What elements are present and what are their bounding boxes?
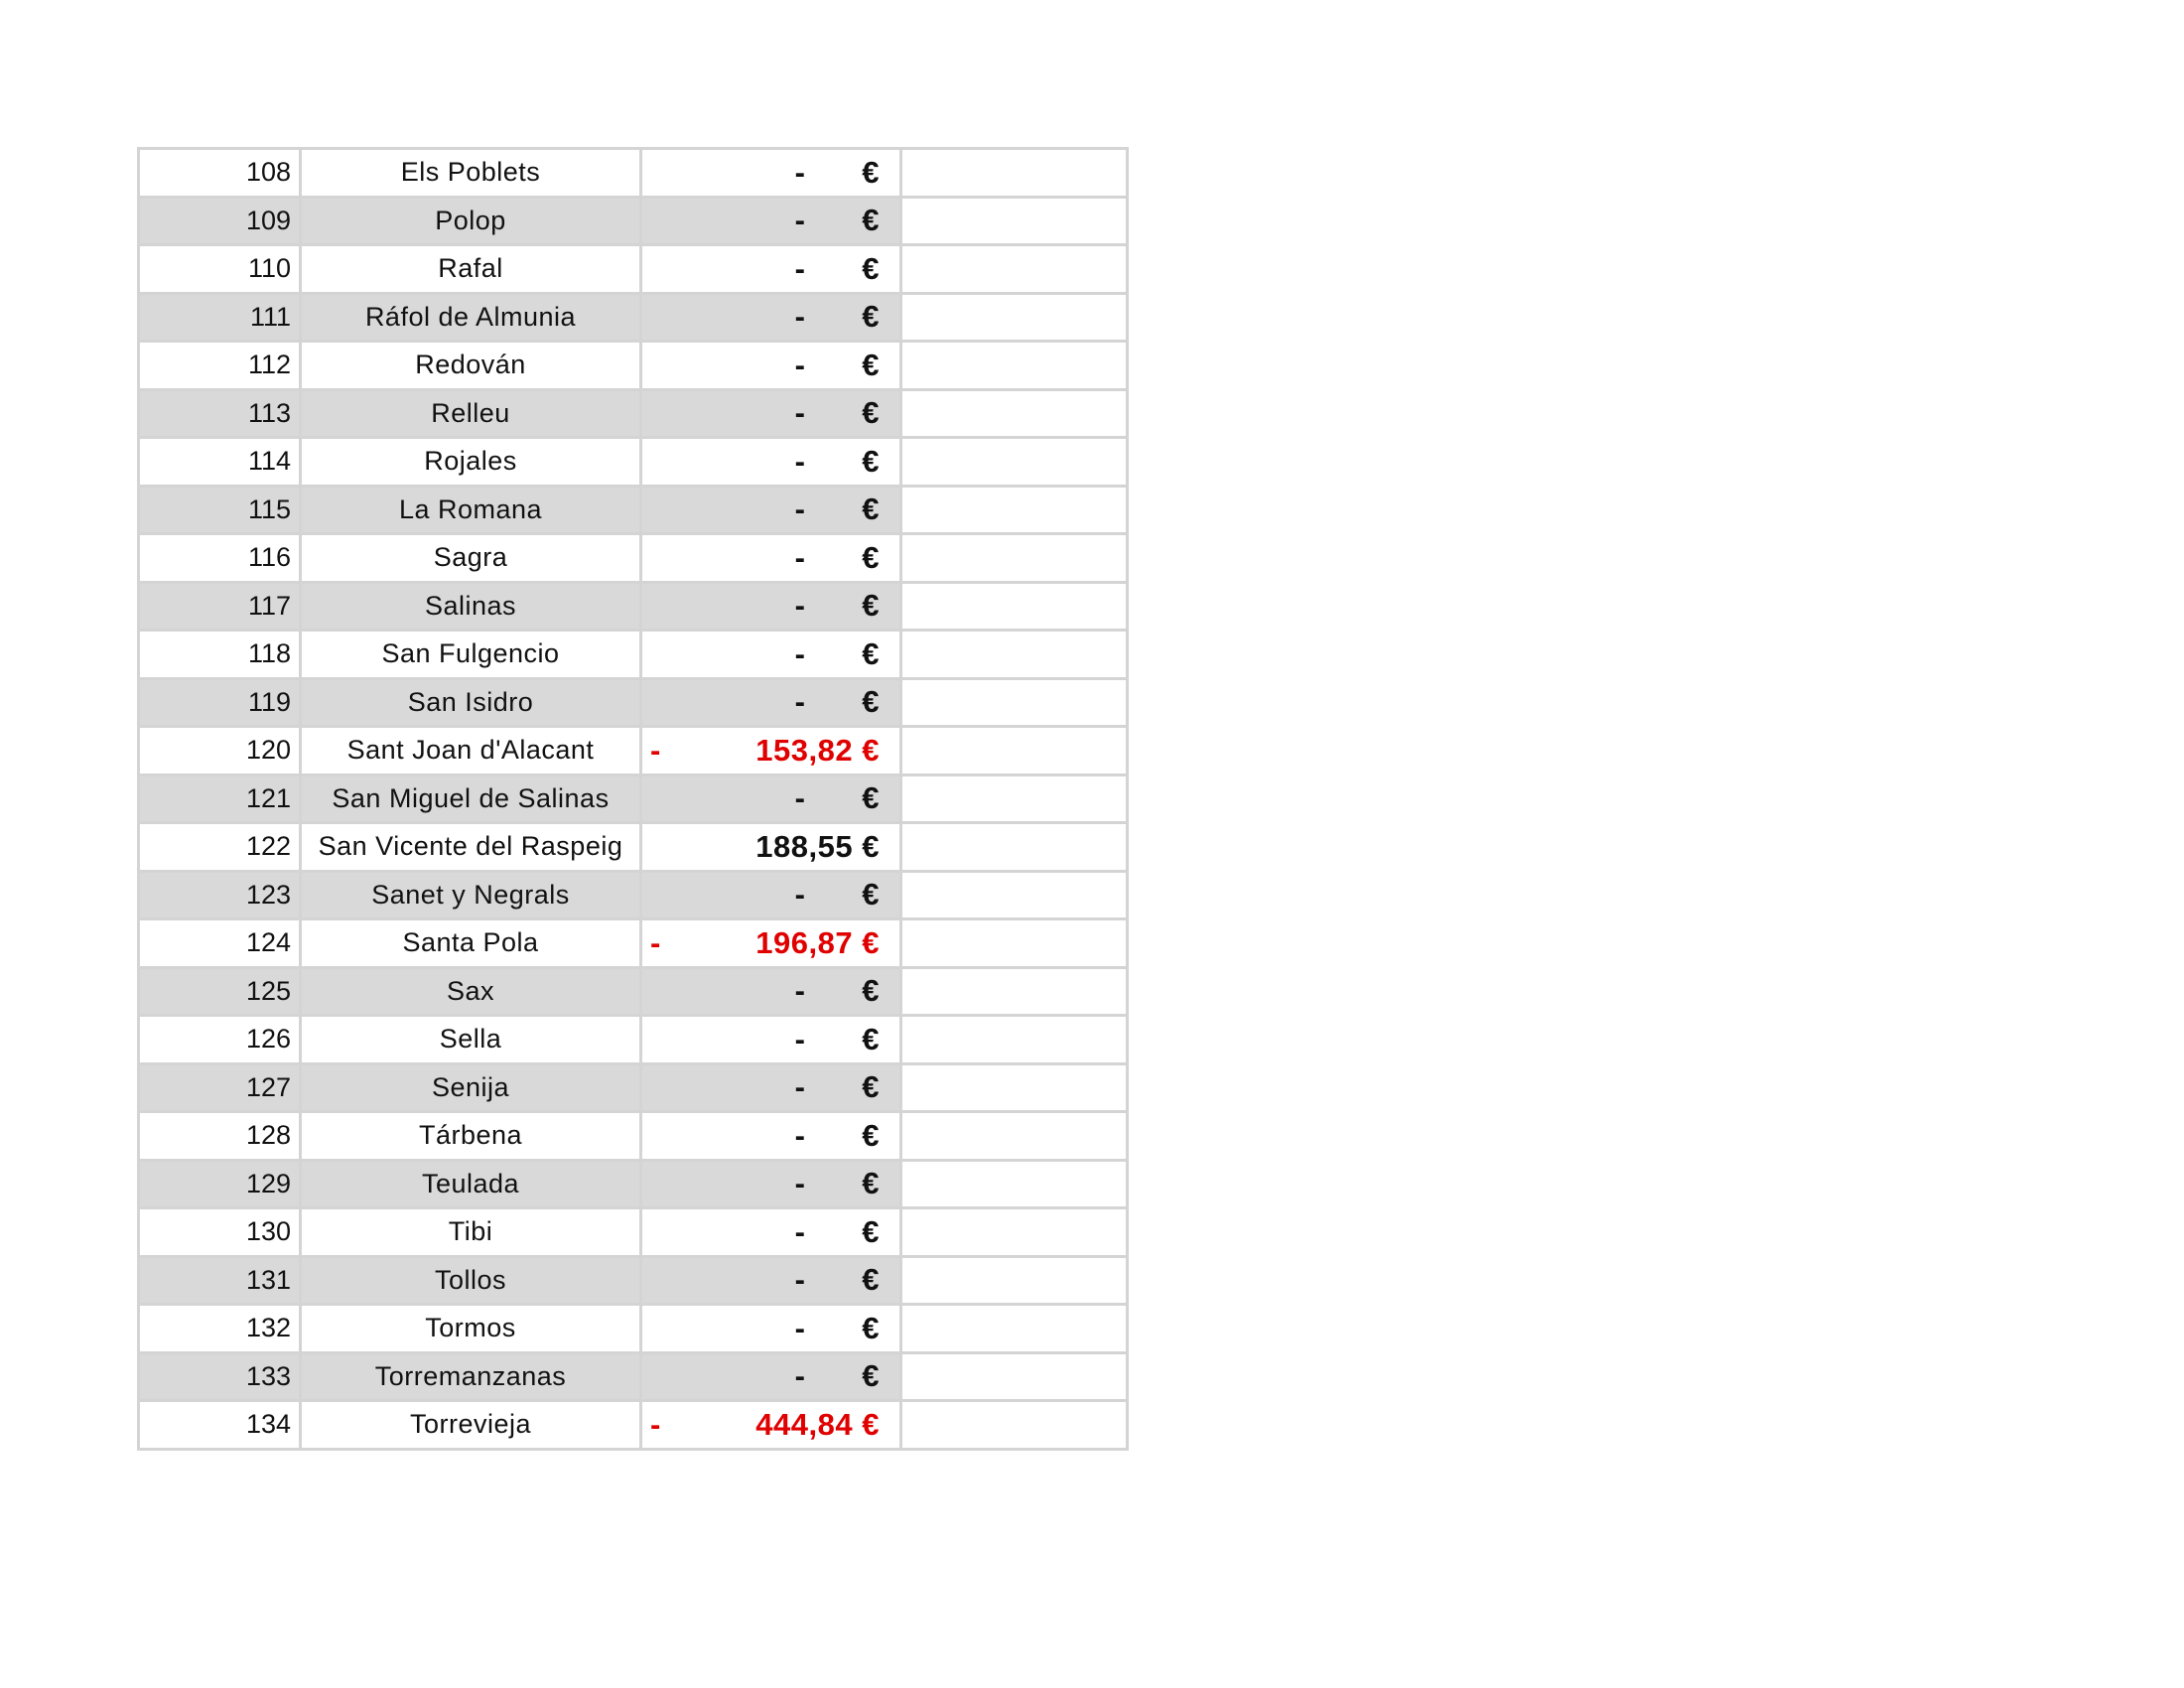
municipality-name-cell: Sella (301, 1016, 641, 1064)
amount-cell-content (642, 584, 899, 630)
amount-cell-content (642, 1306, 899, 1351)
zero-amount-dash: - (794, 539, 805, 575)
currency-symbol: € (862, 443, 880, 479)
municipality-name-cell: Rafal (301, 245, 641, 294)
zero-amount-dash: - (794, 877, 805, 913)
row-number-cell: 118 (139, 631, 301, 679)
zero-amount-dash: - (794, 154, 805, 190)
table-row (139, 967, 1128, 1016)
row-number-cell: 131 (139, 1256, 301, 1305)
amount-cell (641, 967, 901, 1016)
row-number-cell: 126 (139, 1016, 301, 1064)
municipality-name-cell: La Romana (301, 486, 641, 534)
table-row (139, 823, 1128, 872)
amount-cell-content (642, 920, 899, 966)
amount-cell-content (642, 150, 899, 196)
empty-cell (901, 919, 1128, 968)
amount-cell (641, 1208, 901, 1257)
amount-value (755, 925, 880, 961)
zero-amount-dash: - (794, 1069, 805, 1105)
empty-cell (901, 342, 1128, 390)
amount-number: 188,55 (755, 828, 854, 864)
municipality-name-cell: Relleu (301, 389, 641, 438)
row-number-cell: 129 (139, 1160, 301, 1208)
row-number-cell: 127 (139, 1063, 301, 1112)
table-row (139, 1063, 1128, 1112)
row-number-cell: 125 (139, 967, 301, 1016)
zero-amount-dash: - (794, 1310, 805, 1345)
amount-cell (641, 823, 901, 872)
table-row (139, 486, 1128, 534)
amount-cell (641, 342, 901, 390)
empty-cell (901, 389, 1128, 438)
zero-amount-dash: - (794, 1117, 805, 1153)
table-row (139, 197, 1128, 245)
amount-cell-content (642, 199, 899, 244)
amount-cell (641, 1016, 901, 1064)
municipality-name-cell: Redován (301, 342, 641, 390)
empty-cell (901, 631, 1128, 679)
empty-cell (901, 245, 1128, 294)
row-number-cell: 132 (139, 1305, 301, 1353)
table-row (139, 1305, 1128, 1353)
amount-cell-content (642, 1402, 899, 1448)
empty-cell (901, 438, 1128, 487)
currency-symbol: € (862, 347, 880, 382)
amount-cell-content (642, 873, 899, 918)
table-row (139, 1112, 1128, 1161)
currency-symbol: € (862, 1166, 880, 1201)
empty-cell (901, 1112, 1128, 1161)
empty-cell (901, 149, 1128, 198)
empty-cell (901, 967, 1128, 1016)
table-row (139, 1352, 1128, 1401)
zero-amount-dash: - (794, 1213, 805, 1249)
table-row (139, 631, 1128, 679)
empty-cell (901, 1401, 1128, 1450)
row-number-cell: 128 (139, 1112, 301, 1161)
empty-cell (901, 1352, 1128, 1401)
currency-symbol: € (862, 635, 880, 671)
empty-cell (901, 1160, 1128, 1208)
amount-cell (641, 1063, 901, 1112)
empty-cell (901, 582, 1128, 631)
row-number-cell: 122 (139, 823, 301, 872)
empty-cell (901, 1256, 1128, 1305)
currency-symbol: € (862, 1262, 880, 1298)
currency-symbol: € (862, 732, 880, 768)
amount-cell-content (642, 632, 899, 677)
amount-cell (641, 678, 901, 727)
amount-cell (641, 389, 901, 438)
zero-amount-dash: - (794, 1358, 805, 1394)
municipality-name-cell: Sax (301, 967, 641, 1016)
negative-sign: - (650, 924, 661, 960)
table-row (139, 293, 1128, 342)
municipality-name-cell: Els Poblets (301, 149, 641, 198)
table-row (139, 438, 1128, 487)
zero-amount-dash: - (794, 203, 805, 238)
currency-symbol: € (862, 539, 880, 575)
currency-symbol: € (862, 1117, 880, 1153)
empty-cell (901, 197, 1128, 245)
row-number-cell: 111 (139, 293, 301, 342)
table-row (139, 1208, 1128, 1257)
empty-cell (901, 486, 1128, 534)
currency-symbol: € (862, 1406, 880, 1442)
amount-cell (641, 149, 901, 198)
zero-amount-dash: - (794, 1262, 805, 1298)
row-number-cell: 115 (139, 486, 301, 534)
zero-amount-dash: - (794, 492, 805, 527)
zero-amount-dash: - (794, 1021, 805, 1056)
row-number-cell: 117 (139, 582, 301, 631)
zero-amount-dash: - (794, 1166, 805, 1201)
currency-symbol: € (862, 1069, 880, 1105)
table-row (139, 389, 1128, 438)
municipality-name-cell: San Vicente del Raspeig (301, 823, 641, 872)
zero-amount-dash: - (794, 780, 805, 816)
currency-symbol: € (862, 1021, 880, 1056)
row-number-cell: 130 (139, 1208, 301, 1257)
amount-cell (641, 871, 901, 919)
table-row (139, 1256, 1128, 1305)
table-row (139, 1016, 1128, 1064)
row-number-cell: 119 (139, 678, 301, 727)
zero-amount-dash: - (794, 395, 805, 431)
municipality-name-cell: San Fulgencio (301, 631, 641, 679)
row-number-cell: 134 (139, 1401, 301, 1450)
amount-cell-content (642, 1209, 899, 1255)
row-number-cell: 110 (139, 245, 301, 294)
table-row (139, 871, 1128, 919)
municipality-name-cell: Senija (301, 1063, 641, 1112)
empty-cell (901, 1208, 1128, 1257)
amount-cell-content (642, 535, 899, 581)
amount-cell-content (642, 439, 899, 485)
municipality-name-cell: Tormos (301, 1305, 641, 1353)
currency-symbol: € (862, 1213, 880, 1249)
empty-cell (901, 1063, 1128, 1112)
zero-amount-dash: - (794, 635, 805, 671)
currency-symbol: € (862, 877, 880, 913)
amount-cell (641, 1305, 901, 1353)
amount-cell (641, 919, 901, 968)
amount-cell-content (642, 295, 899, 341)
table-row (139, 149, 1128, 198)
empty-cell (901, 293, 1128, 342)
row-number-cell: 133 (139, 1352, 301, 1401)
currency-symbol: € (862, 684, 880, 720)
amount-value (755, 829, 880, 865)
table-row (139, 534, 1128, 583)
municipality-name-cell: Salinas (301, 582, 641, 631)
amount-cell-content (642, 776, 899, 822)
municipality-name-cell: San Isidro (301, 678, 641, 727)
currency-symbol: € (862, 299, 880, 335)
table-row (139, 678, 1128, 727)
row-number-cell: 112 (139, 342, 301, 390)
table-row (139, 245, 1128, 294)
row-number-cell: 123 (139, 871, 301, 919)
zero-amount-dash: - (794, 299, 805, 335)
currency-symbol: € (862, 1358, 880, 1394)
currency-symbol: € (862, 924, 880, 960)
zero-amount-dash: - (794, 684, 805, 720)
zero-amount-dash: - (794, 443, 805, 479)
amount-cell-content (642, 728, 899, 774)
amount-cell-content (642, 1017, 899, 1062)
zero-amount-dash: - (794, 250, 805, 286)
municipality-name-cell: Teulada (301, 1160, 641, 1208)
currency-symbol: € (862, 492, 880, 527)
municipality-name-cell: Santa Pola (301, 919, 641, 968)
row-number-cell: 109 (139, 197, 301, 245)
currency-symbol: € (862, 395, 880, 431)
amount-value (755, 733, 880, 769)
currency-symbol: € (862, 780, 880, 816)
currency-symbol: € (862, 828, 880, 864)
amount-value (755, 1407, 880, 1443)
empty-cell (901, 678, 1128, 727)
municipality-name-cell: Tollos (301, 1256, 641, 1305)
table-row (139, 582, 1128, 631)
table-row (139, 774, 1128, 823)
amount-cell-content (642, 391, 899, 437)
table-row (139, 919, 1128, 968)
table-row (139, 727, 1128, 775)
municipality-name-cell: Ráfol de Almunia (301, 293, 641, 342)
amount-cell-content (642, 824, 899, 870)
currency-symbol: € (862, 203, 880, 238)
amount-cell-content (642, 969, 899, 1015)
municipality-amounts-table (137, 147, 1129, 1451)
zero-amount-dash: - (794, 347, 805, 382)
empty-cell (901, 1305, 1128, 1353)
table-row (139, 342, 1128, 390)
amount-cell (641, 774, 901, 823)
empty-cell (901, 727, 1128, 775)
amount-cell-content (642, 246, 899, 292)
row-number-cell: 116 (139, 534, 301, 583)
table-row (139, 1160, 1128, 1208)
amount-cell-content (642, 1258, 899, 1304)
table-body (139, 149, 1128, 1450)
amount-cell (641, 727, 901, 775)
municipality-name-cell: Sagra (301, 534, 641, 583)
row-number-cell: 113 (139, 389, 301, 438)
amount-number: 444,84 (755, 1406, 854, 1442)
amount-cell (641, 1352, 901, 1401)
amount-cell (641, 438, 901, 487)
amount-number: 153,82 (755, 732, 854, 768)
municipality-name-cell: Sanet y Negrals (301, 871, 641, 919)
empty-cell (901, 534, 1128, 583)
amount-cell-content (642, 488, 899, 533)
amount-cell-content (642, 680, 899, 726)
amount-cell-content (642, 1162, 899, 1207)
empty-cell (901, 774, 1128, 823)
municipality-name-cell: San Miguel de Salinas (301, 774, 641, 823)
amount-cell (641, 1112, 901, 1161)
amount-number: 196,87 (755, 924, 854, 960)
municipality-name-cell: Sant Joan d'Alacant (301, 727, 641, 775)
municipality-name-cell: Polop (301, 197, 641, 245)
negative-sign: - (650, 1406, 661, 1442)
currency-symbol: € (862, 250, 880, 286)
municipality-name-cell: Torrevieja (301, 1401, 641, 1450)
row-number-cell: 121 (139, 774, 301, 823)
row-number-cell: 114 (139, 438, 301, 487)
row-number-cell: 124 (139, 919, 301, 968)
amount-cell-content (642, 1065, 899, 1111)
amount-cell (641, 534, 901, 583)
amount-cell (641, 1160, 901, 1208)
amount-cell (641, 486, 901, 534)
municipality-name-cell: Rojales (301, 438, 641, 487)
zero-amount-dash: - (794, 973, 805, 1009)
empty-cell (901, 1016, 1128, 1064)
zero-amount-dash: - (794, 588, 805, 624)
amount-cell (641, 293, 901, 342)
currency-symbol: € (862, 154, 880, 190)
amount-cell-content (642, 1113, 899, 1159)
amount-cell (641, 1401, 901, 1450)
municipality-name-cell: Torremanzanas (301, 1352, 641, 1401)
currency-symbol: € (862, 588, 880, 624)
currency-symbol: € (862, 1310, 880, 1345)
table-row (139, 1401, 1128, 1450)
amount-cell-content (642, 343, 899, 388)
amount-cell (641, 197, 901, 245)
negative-sign: - (650, 732, 661, 768)
amount-cell (641, 582, 901, 631)
amount-cell (641, 631, 901, 679)
currency-symbol: € (862, 973, 880, 1009)
empty-cell (901, 871, 1128, 919)
row-number-cell: 108 (139, 149, 301, 198)
amount-cell-content (642, 1354, 899, 1400)
empty-cell (901, 823, 1128, 872)
row-number-cell: 120 (139, 727, 301, 775)
amount-cell (641, 1256, 901, 1305)
amount-cell (641, 245, 901, 294)
municipality-name-cell: Tibi (301, 1208, 641, 1257)
municipality-name-cell: Tárbena (301, 1112, 641, 1161)
